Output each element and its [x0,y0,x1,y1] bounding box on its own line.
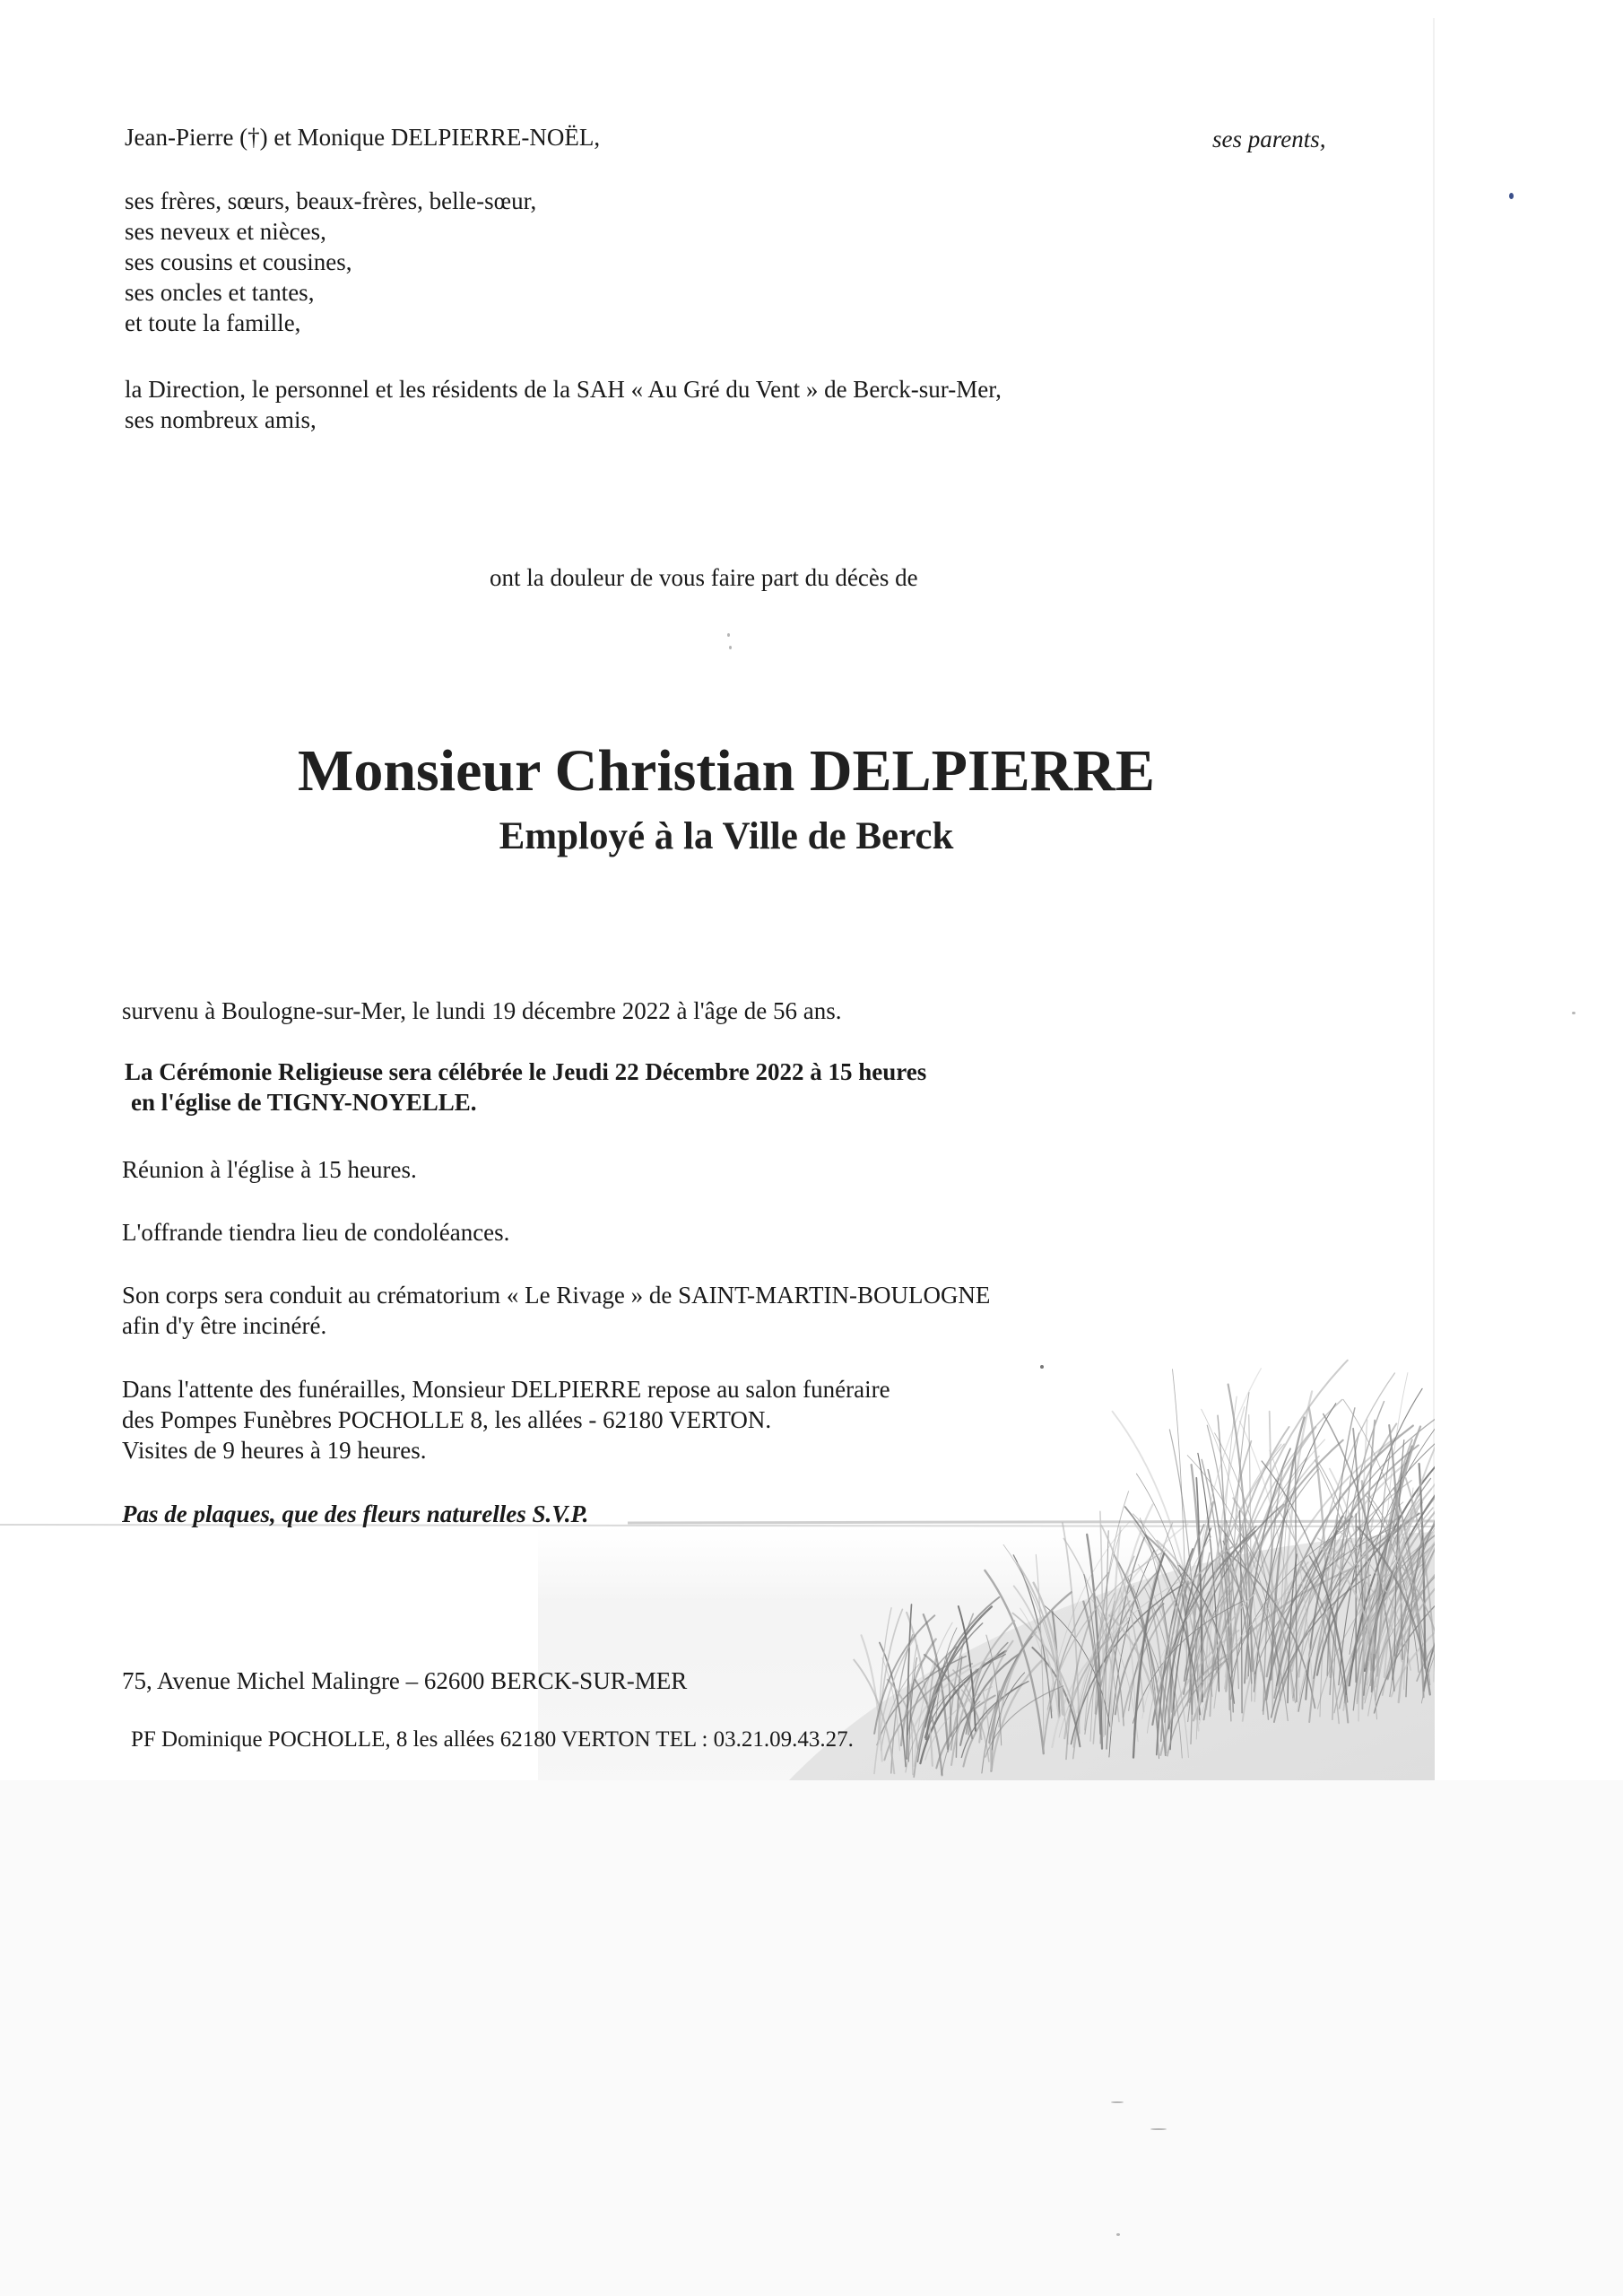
parents-line: Jean-Pierre (†) et Monique DELPIERRE-NOËL, [125,124,601,151]
dune-grass-illustration [0,1292,1435,1780]
scan-speck [1111,2101,1124,2103]
family-line: ses frères, sœurs, beaux-frères, belle-sœur, [125,187,537,214]
ceremony-line-1: La Cérémonie Religieuse sera célébrée le Jeudi 22 Décembre 2022 à 15 heures [125,1058,927,1085]
scan-speck [1116,2233,1120,2236]
parents-label: ses parents, [1212,126,1326,152]
offering-text: L'offrande tiendra lieu de condoléances. [122,1219,510,1246]
others-line: la Direction, le personnel et les résidents de la SAH « Au Gré du Vent » de Berck-sur-Mer, [125,376,1002,403]
family-line: et toute la famille, [125,309,301,336]
scan-speck [729,646,732,649]
scan-speck [1572,1012,1575,1014]
deceased-occupation: Employé à la Ville de Berck [499,815,954,857]
funeral-home-line-2: des Pompes Funèbres POCHOLLE 8, les allées - 62180 VERTON. [122,1406,772,1433]
scan-speck [727,633,730,637]
address-text: 75, Avenue Michel Malingre – 62600 BERCK-SUR-MER [122,1667,688,1694]
death-notice: survenu à Boulogne-sur-Mer, le lundi 19 décembre 2022 à l'âge de 56 ans. [122,997,842,1024]
announcement-text: ont la douleur de vous faire part du décès de [490,564,918,591]
family-line: ses neveux et nièces, [125,218,326,245]
scan-speck [1509,193,1514,199]
flowers-note: Pas de plaques, que des fleurs naturelles S.V.P. [122,1500,589,1527]
scan-speck [1040,1365,1044,1369]
cremation-line-1: Son corps sera conduit au crématorium « Le Rivage » de SAINT-MARTIN-BOULOGNE [122,1282,991,1309]
cremation-line-2: afin d'y être incinéré. [122,1312,327,1339]
funeral-home-line-3: Visites de 9 heures à 19 heures. [122,1437,427,1464]
ceremony-line-2: en l'église de TIGNY-NOYELLE. [131,1089,477,1116]
funeral-home-line-1: Dans l'attente des funérailles, Monsieur DELPIERRE repose au salon funéraire [122,1376,890,1403]
scan-margin-area [0,1780,1623,2296]
deceased-name: Monsieur Christian DELPIERRE [298,738,1155,804]
family-line: ses cousins et cousines, [125,248,352,275]
family-line: ses oncles et tantes, [125,279,315,306]
meeting-text: Réunion à l'église à 15 heures. [122,1156,417,1183]
funeral-director-text: PF Dominique POCHOLLE, 8 les allées 62180 VERTON TEL : 03.21.09.43.27. [131,1727,854,1752]
others-line: ses nombreux amis, [125,406,317,433]
scan-speck [1150,2128,1167,2130]
